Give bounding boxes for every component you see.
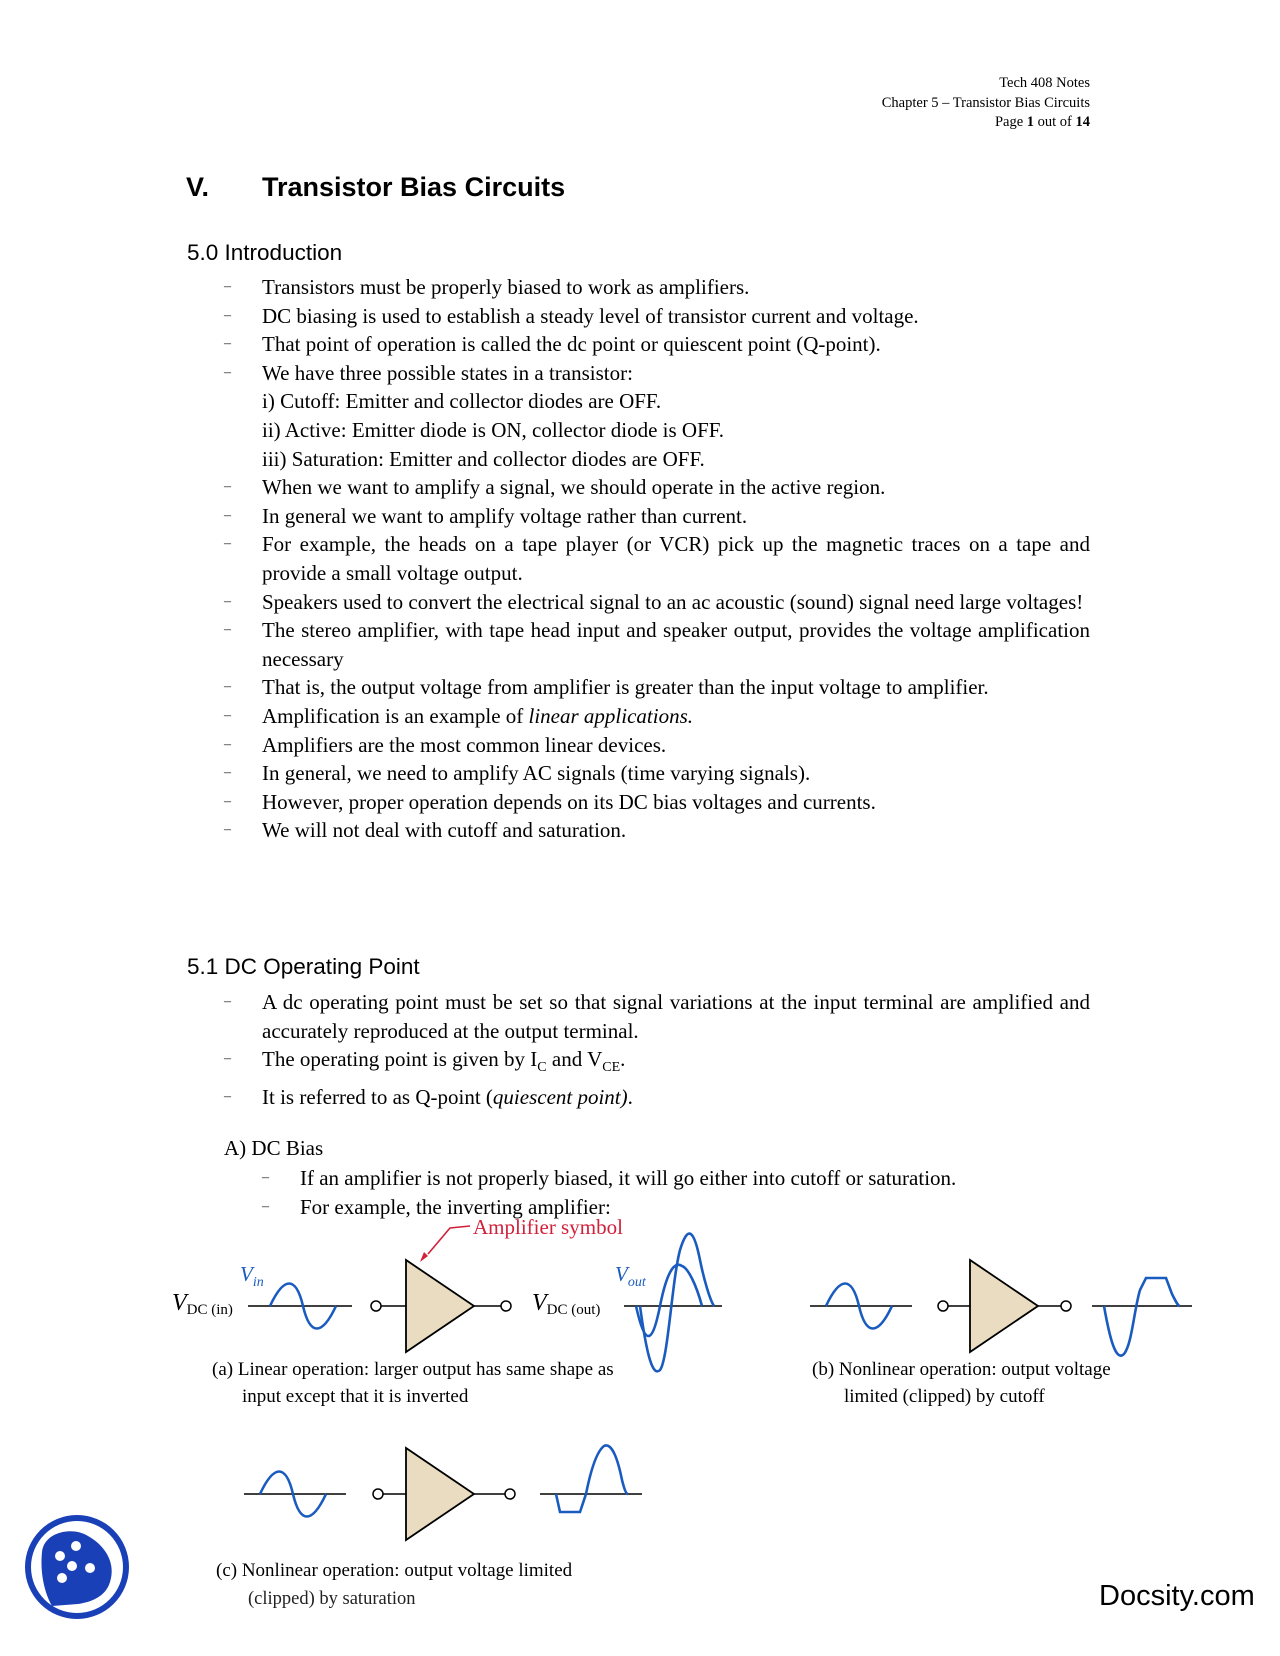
list-item: – If an amplifier is not properly biased, it will go either into cutoff or saturation. <box>262 1164 1092 1193</box>
list-item: – A dc operating point must be set so that signal variations at the input terminal are amplified and accurately reproduced at the output terminal. <box>224 988 1090 1045</box>
course-name: Tech 408 Notes <box>999 75 1090 91</box>
state-item: i) Cutoff: Emitter and collector diodes are OFF. <box>262 389 662 414</box>
list-item: – That point of operation is called the dc point or quiescent point (Q-point). <box>224 330 1090 359</box>
list-item: – In general we want to amplify voltage rather than current. <box>224 502 1090 531</box>
list-item: – In general, we need to amplify AC signals (time varying signals). <box>224 759 1090 788</box>
amplifier-triangle-a <box>406 1260 474 1352</box>
docsity-logo[interactable] <box>22 1512 132 1627</box>
clipped-cutoff-wave <box>1104 1278 1180 1356</box>
caption-a-line2: input except that it is inverted <box>242 1386 469 1407</box>
amp-output-terminal-b <box>1061 1301 1071 1311</box>
list-item: – It is referred to as Q-point (quiescent point). <box>224 1083 1090 1112</box>
clipped-saturation-wave <box>556 1445 628 1512</box>
chapter-title <box>186 172 565 203</box>
docsity-brand[interactable]: Docsity.com <box>1099 1580 1255 1612</box>
list-item: – DC biasing is used to establish a steady level of transistor current and voltage. <box>224 302 1090 331</box>
page-number: Page 1 out of 14 <box>994 114 1090 130</box>
amp-input-terminal <box>371 1301 381 1311</box>
dc-bias-subheading: A) DC Bias <box>224 1136 324 1160</box>
list-item: – However, proper operation depends on its DC bias voltages and currents. <box>224 788 1090 817</box>
list-item: – For example, the heads on a tape player (or VCR) pick up the magnetic traces on a tape and provide a small voltage output. <box>224 530 1090 587</box>
dc-point-bullet-list <box>224 988 1090 1112</box>
docsity-logo-icon <box>22 1512 132 1622</box>
caption-c-line2: (clipped) by saturation <box>248 1589 416 1609</box>
list-item: – When we want to amplify a signal, we should operate in the active region. <box>224 473 1090 502</box>
amplifier-figure <box>0 1210 1280 1590</box>
list-item: – For example, the inverting amplifier: <box>262 1193 1092 1222</box>
amp-input-terminal-c <box>373 1489 383 1499</box>
amp-output-terminal-c <box>505 1489 515 1499</box>
vdc-out-label: VDC (out) <box>532 1290 601 1318</box>
vin-label: $V_{in}$ <box>240 1262 264 1290</box>
chapter-name: Chapter 5 – Transistor Bias Circuits <box>881 94 1090 111</box>
list-item: – That is, the output voltage from amplifier is greater than the input voltage to amplifier. <box>224 673 1090 702</box>
section-heading-intro: 5.0 Introduction <box>187 240 343 265</box>
amplifier-symbol-pointer <box>428 1226 470 1254</box>
list-item: – The stereo amplifier, with tape head input and speaker output, provides the voltage amplification necessary <box>224 616 1090 673</box>
amplifier-symbol-label: Amplifier symbol <box>473 1215 623 1239</box>
list-item: – Transistors must be properly biased to work as amplifiers. <box>224 273 1090 302</box>
caption-b-line1: (b) Nonlinear operation: output voltage <box>812 1359 1111 1380</box>
caption-a-line1: (a) Linear operation: larger output has same shape as <box>212 1359 614 1380</box>
list-item: – The operating point is given by $I_C$ and $V_{CE}$. <box>224 1045 1090 1083</box>
list-item: – Amplification is an example of linear applications. <box>224 702 1090 731</box>
state-item: iii) Saturation: Emitter and collector diodes are OFF. <box>262 446 705 471</box>
intro-bullet-list <box>224 273 1090 845</box>
caption-b-line2: limited (clipped) by cutoff <box>844 1386 1045 1407</box>
list-item: – Amplifiers are the most common linear devices. <box>224 731 1090 760</box>
vout-label: $V_{out}$ <box>615 1262 646 1290</box>
amplifier-triangle-b <box>970 1260 1038 1352</box>
section-heading-dc-operating-point: 5.1 DC Operating Point <box>187 954 420 979</box>
caption-c-line1: (c) Nonlinear operation: output voltage limited <box>216 1560 573 1581</box>
chapter-title-text: Transistor Bias Circuits <box>262 172 566 202</box>
page-header <box>882 74 1090 133</box>
amp-output-terminal <box>501 1301 511 1311</box>
state-item: ii) Active: Emitter diode is ON, collector diode is OFF. <box>262 417 724 442</box>
list-item: – We have three possible states in a transistor: <box>224 359 1090 388</box>
chapter-number: V. <box>186 172 210 202</box>
list-item: – Speakers used to convert the electrical signal to an ac acoustic (sound) signal need large voltages! <box>224 588 1090 617</box>
vdc-in-label: VDC (in) <box>172 1290 233 1318</box>
amplifier-triangle-c <box>406 1448 474 1540</box>
amp-input-terminal-b <box>938 1301 948 1311</box>
arrow-head-icon <box>420 1252 428 1262</box>
list-item: – We will not deal with cutoff and saturation. <box>224 816 1090 845</box>
